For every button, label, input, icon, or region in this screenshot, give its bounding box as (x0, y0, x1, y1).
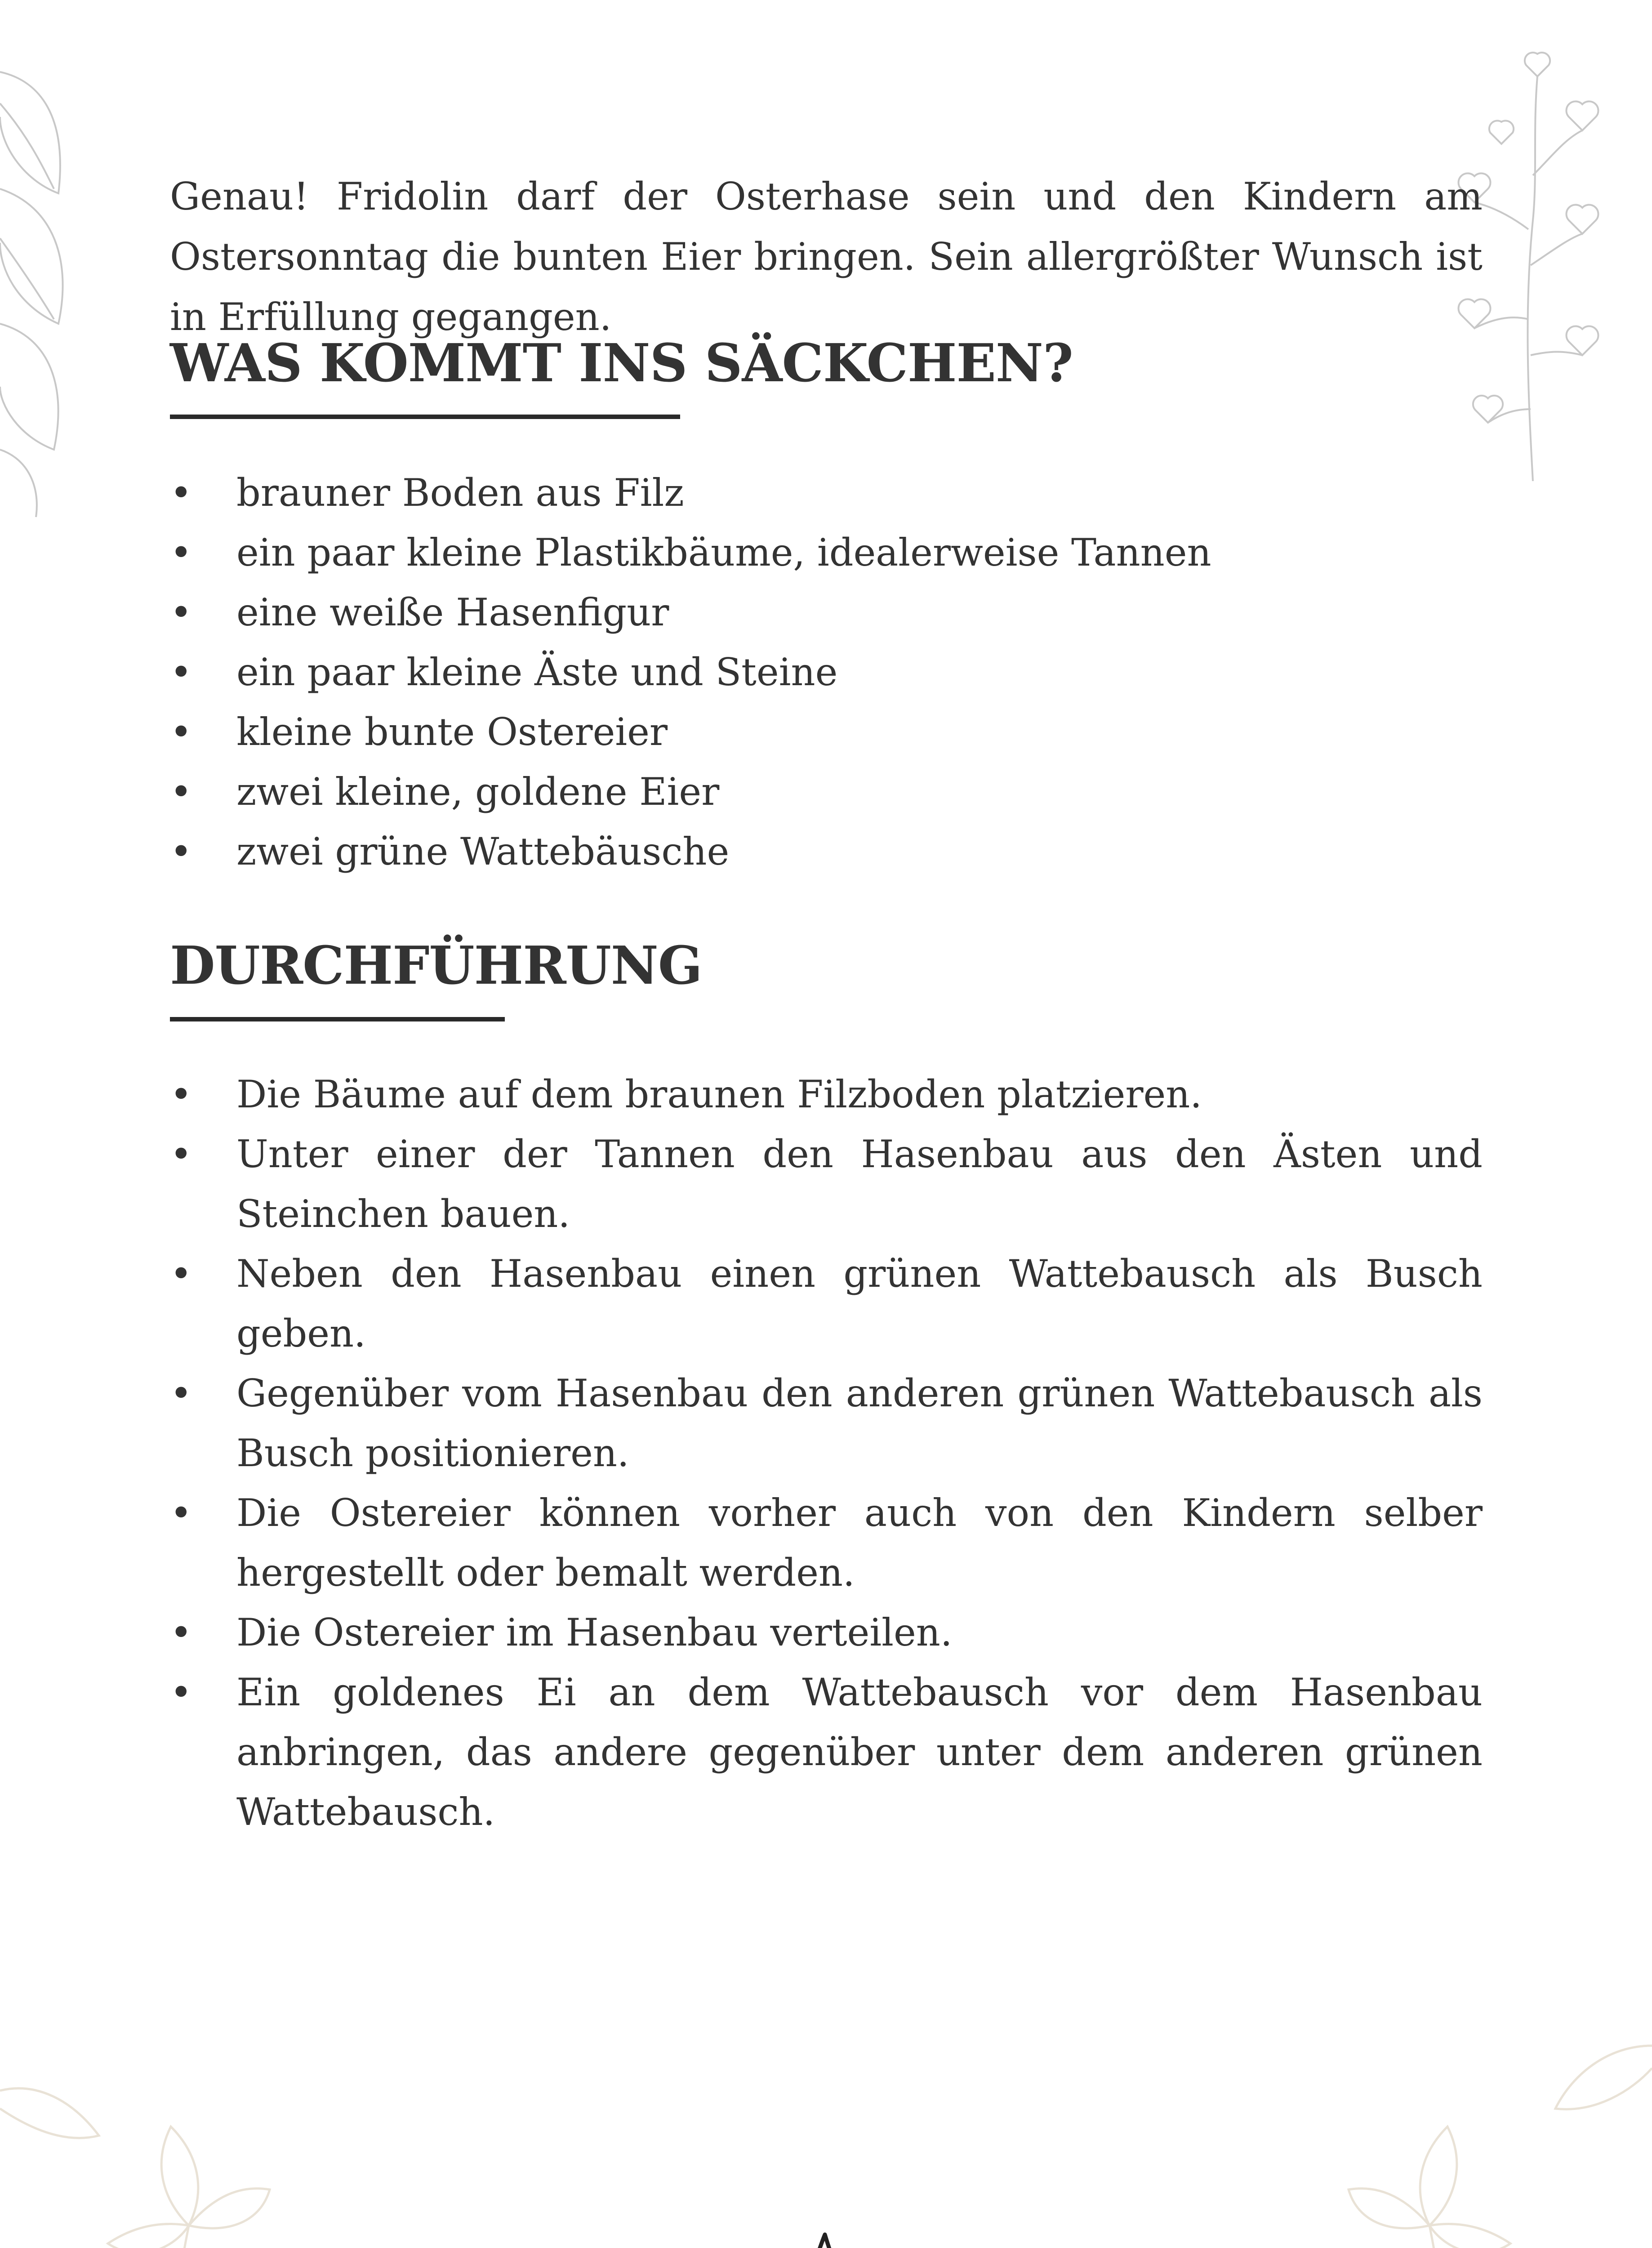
list-item: • Unter einer der Tannen den Hasenbau aus den Ästen und Steinchen bauen. (170, 1124, 1483, 1244)
floral-decoration-icon (1214, 1911, 1652, 2248)
list-item: • Die Bäume auf dem braunen Filzboden platzieren. (170, 1065, 1483, 1124)
heading-underline (170, 1017, 505, 1021)
materials-heading: WAS KOMMT INS SÄCKCHEN? (170, 333, 1073, 394)
star-icon (746, 2226, 904, 2248)
list-item: • zwei kleine, goldene Eier (170, 762, 1483, 822)
list-item: • eine weiße Hasenfigur (170, 583, 1483, 642)
list-item: • Gegenüber vom Hasenbau den anderen grünen Wattebausch als Busch positionieren. (170, 1364, 1483, 1483)
steps-heading: DURCHFÜHRUNG (170, 935, 702, 996)
page-number-badge (746, 2226, 904, 2248)
list-item: • brauner Boden aus Filz (170, 463, 1483, 523)
steps-list (170, 1065, 1483, 1842)
list-item: • ein paar kleine Plastikbäume, idealerweise Tannen (170, 523, 1483, 583)
list-item: • zwei grüne Wattebäusche (170, 822, 1483, 882)
list-item: • Ein goldenes Ei an dem Wattebausch vor dem Hasenbau anbringen, das andere gegenüber unter dem anderen grünen Wattebausch. (170, 1663, 1483, 1842)
list-item: • kleine bunte Ostereier (170, 702, 1483, 762)
leaf-branch-icon (0, 45, 76, 522)
list-item: • ein paar kleine Äste und Steine (170, 642, 1483, 702)
floral-decoration-icon (0, 1911, 324, 2248)
intro-paragraph: Genau! Fridolin darf der Osterhase sein und den Kindern am Ostersonntag die bunten Eier bringen. Sein allergrößter Wunsch ist in Erfüllung gegangen. (170, 174, 1483, 339)
list-item: • Die Ostereier im Hasenbau verteilen. (170, 1603, 1483, 1663)
heading-underline (170, 415, 680, 419)
list-item: • Neben den Hasenbau einen grünen Wattebausch als Busch geben. (170, 1244, 1483, 1364)
materials-list (170, 463, 1483, 882)
list-item: • Die Ostereier können vorher auch von den Kindern selber hergestellt oder bemalt werden. (170, 1483, 1483, 1603)
